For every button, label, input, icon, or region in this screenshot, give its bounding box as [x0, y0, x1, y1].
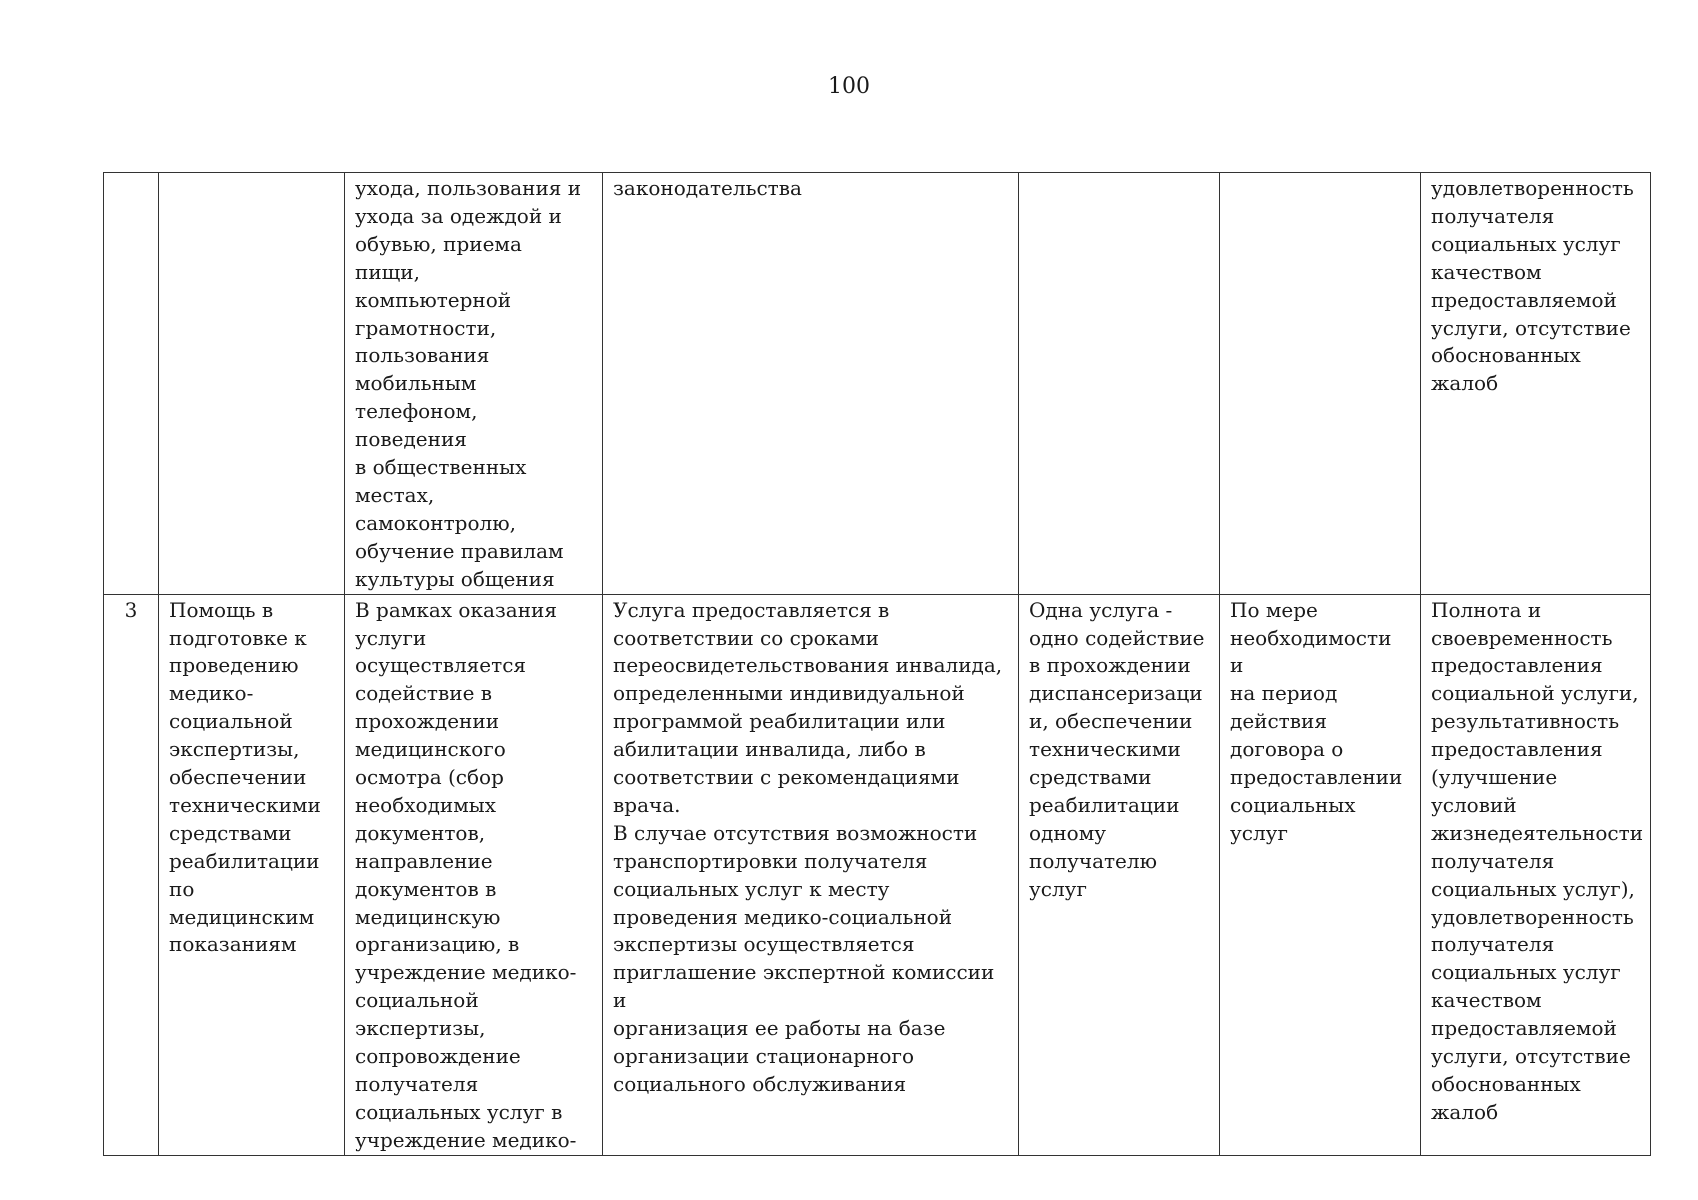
quality-evaluation-cell: [1421, 594, 1651, 1155]
service-conditions-cell: [603, 594, 1019, 1155]
page-number: 100: [828, 74, 870, 99]
service-conditions: законодательства: [613, 176, 802, 200]
quality-evaluation-cell: [1421, 173, 1651, 595]
service-volume-cell: [1019, 594, 1220, 1155]
table-row: [104, 173, 1651, 595]
service-content-cell: [345, 594, 603, 1155]
service-period: По мере необходимости и на период действия договора о предоставлении социальных услуг: [1230, 597, 1403, 845]
row-number: 3: [124, 597, 138, 622]
service-period-cell: [1220, 594, 1421, 1155]
quality-evaluation: Полнота и своевременность предоставления социальной услуги, результативность предоставления (улучшение условий жизнедеятельности получателя социальных услуг), удовлетворенность получателя социальных услуг качеством предоставляемой услуги, отсутствие обоснованных жалоб: [1431, 597, 1644, 1124]
service-period-cell: [1220, 173, 1421, 595]
service-conditions: Услуга предоставляется в соответствии со сроками переосвидетельствования инвалида, определенными индивидуальной программой реабилитации или абилитации инвалида, либо в соответствии с рекомендациями врача. В случае отсутствия возможности транспортировки получателя социальных услуг к месту проведения медико-социальной экспертизы осуществляется приглашение экспертной комиссии и организация ее работы на базе организации стационарного социального обслуживания: [613, 597, 1003, 1096]
row-number-cell: [104, 173, 159, 595]
service-name-cell: [159, 594, 345, 1155]
service-content-cell: [345, 173, 603, 595]
service-content: ухода, пользования и ухода за одеждой и обувью, приема пищи, компьютерной грамотности, пользования мобильным телефоном, поведения в общественных местах, самоконтролю, обучение правилам культуры общения: [355, 176, 582, 591]
service-name: Помощь в подготовке к проведению медико- социальной экспертизы, обеспечении техническими средствами реабилитации по медицинским показаниям: [169, 597, 321, 957]
table-row: [104, 594, 1651, 1155]
service-volume: Одна услуга - одно содействие в прохождении диспансеризаци и, обеспечении техническими средствами реабилитации одному получателю услуг: [1029, 597, 1205, 901]
service-content: В рамках оказания услуги осуществляется содействие в прохождении медицинского осмотра (сбор необходимых документов, направление документов в медицинскую организацию, в учреждение медико- социальной экспертизы, сопровождение получателя социальных услуг в учреждение медико-: [355, 597, 577, 1152]
service-name-cell: [159, 173, 345, 595]
service-conditions-cell: [603, 173, 1019, 595]
row-number-cell: [104, 594, 159, 1155]
service-volume-cell: [1019, 173, 1220, 595]
quality-evaluation: удовлетворенность получателя социальных услуг качеством предоставляемой услуги, отсутствие обоснованных жалоб: [1431, 176, 1634, 396]
services-table: [103, 172, 1651, 1156]
